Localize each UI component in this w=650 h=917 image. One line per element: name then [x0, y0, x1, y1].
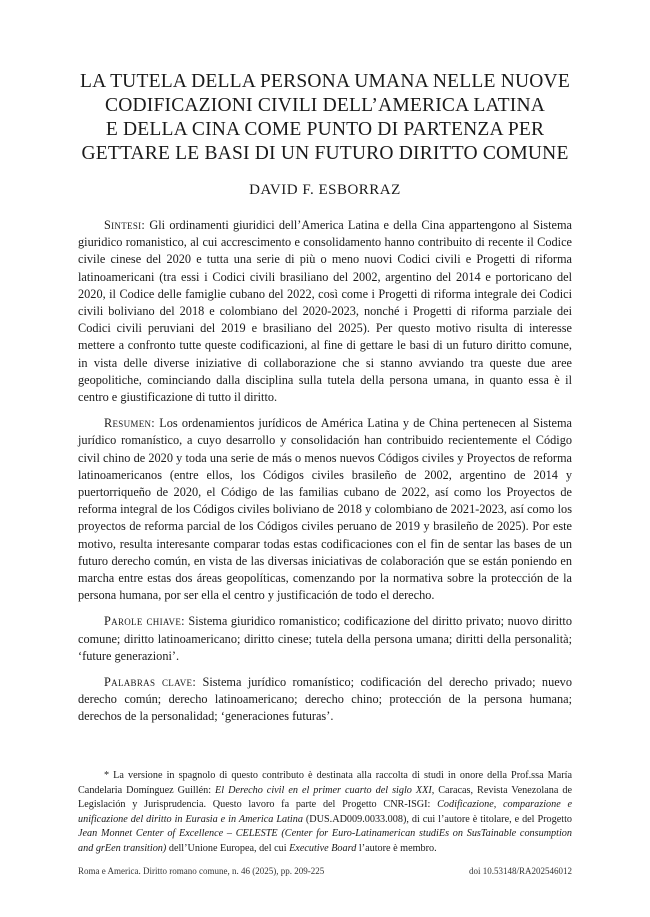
footnote: [78, 769, 572, 856]
sintesi-text: Gli ordinamenti giuridici dell’America Latina e della Cina appartengono al Sistema giuridico romanistico, al cui accrescimento e consolidamento hanno contribuito di recente il Codice civile cinese del 2020 e tutta una serie di più o meno nuovi Codici civili e Progetti di riforma latinoamericani (tra essi i Codici civili brasiliano del 2002, argentino del 2014 e portoricano del 2020, il Codice delle famiglie cubano del 2022, così come i Progetti di riforma integrale dei Codici civili boliviano del 2018 e colombiano del 2020-2023, nonché i Progetti di riforma parziale dei Codici civili peruviani del 2019 e brasiliano del 2025). Per questo motivo risulta di interesse mettere a confronto tutte queste codificazioni, al fine di gettare le basi di un futuro diritto comune, in vista delle diverse iniziative di collaborazione che si stanno avviando tra queste due aree geopolitiche, cominciando dalla disciplina sulla tutela della persona umana, in quanto essa è il centro e giustificazione di tutto il diritto.: [78, 218, 572, 405]
journal-citation: Roma e America. Diritto romano comune, n. 46 (2025), pp. 209-225: [78, 866, 325, 876]
palabras-clave-label: Palabras clave:: [104, 675, 197, 690]
footnote-italic-1: El Derecho civil en el primer cuarto del siglo XXI: [215, 784, 432, 796]
title-line-4: GETTARE LE BASI DI UN FUTURO DIRITTO COMUNE: [81, 143, 569, 164]
footnote-part-3: (DUS.AD009.0033.008), di cui l’autore è titolare, e del Progetto: [302, 813, 572, 825]
parole-chiave-label: Parole chiave:: [104, 614, 185, 629]
palabras-clave-text: Sistema jurídico romanístico; codificación del derecho privado; nuevo derecho común; derecho latinoamericano; derecho chino; protección de la persona humana; derechos de la personalidad; ‘generaciones futuras’.: [78, 675, 572, 724]
doi: doi 10.53148/RA202546012: [468, 866, 572, 876]
article-title: [60, 70, 590, 166]
author-name: DAVID F. ESBORRAZ: [249, 182, 401, 198]
palabras-clave-paragraph: [78, 674, 572, 726]
resumen-label: Resumen:: [104, 416, 156, 431]
footnote-part-4: dell’Unione Europea, del cui: [166, 842, 290, 854]
title-line-1: LA TUTELA DELLA PERSONA UMANA NELLE NUOVE: [80, 71, 570, 92]
abstracts-section: [78, 217, 572, 735]
parole-chiave-text: Sistema giuridico romanistico; codificazione del diritto privato; nuovo diritto comune; diritto latinoamericano; diritto cinese; tutela della persona umana; diritti della personalità; ‘future generazioni’.: [78, 614, 572, 663]
footnote-part-1: * La versione in spagnolo di questo contributo è destinata alla raccolta di studi in onore della Prof.ssa María Candelaria Domínguez Guillén:: [78, 770, 572, 796]
resumen-paragraph: [78, 415, 572, 604]
resumen-text: Los ordenamientos jurídicos de América Latina y de China pertenecen al Sistema jurídico romanístico, a cuyo desarrollo y consolidación han contribuido recientemente el Código civil chino de 2020 y toda una serie de más o menos nuevos Códigos civiles y Proyectos de reforma latinoamericanos (entre ellos, los Códigos civiles brasileño de 2002, argentino de 2014 y puertorriqueño de 2020, el Código de las familias cubano de 2022, así como los Proyectos de reforma integral de los Códigos civiles boliviano de 2018 y colombiano de 2021-2023, así como los proyectos de reforma parcial de los Códigos civiles peruano de 2019 y brasileño de 2025). Por este motivo, resulta interesante comparar todas estas codificaciones con el fin de sentar las bases de un futuro derecho común, en vista de las diversas iniciativas de colaboración que se están poniendo en marcha entre estas dos áreas geopolíticas, comenzando por la normativa sobre la protección de la persona humana, por ser ella el centro y justificación de todo el derecho.: [78, 416, 572, 603]
sintesi-label: Sintesi:: [104, 218, 146, 232]
footnote-italic-3: Jean Monnet Center of Excellence – CELESTE (Center for Euro-Latinamerican studiEs on SusTainable consumption and grEen transition): [78, 828, 572, 854]
footnote-paragraph: [78, 769, 572, 856]
title-line-3: E DELLA CINA COME PUNTO DI PARTENZA PER: [105, 119, 545, 140]
footnote-part-5: l’autore è membro.: [356, 842, 437, 854]
footnote-part-2: , Caracas, Revista Venezolana de Legislación y Jurisprudencia. Questo lavoro fa parte del Progetto CNR-ISGI:: [78, 784, 572, 810]
title-line-2: CODIFICAZIONI CIVILI DELL’AMERICA LATINA: [104, 95, 546, 116]
parole-chiave-paragraph: [78, 613, 572, 665]
footnote-italic-4: Executive Board: [289, 842, 357, 854]
sintesi-paragraph: [78, 217, 572, 406]
page-footer: [78, 866, 572, 876]
footnote-italic-2: Codificazione, comparazione e unificazione del diritto in Eurasia e in America Latina: [78, 799, 572, 825]
